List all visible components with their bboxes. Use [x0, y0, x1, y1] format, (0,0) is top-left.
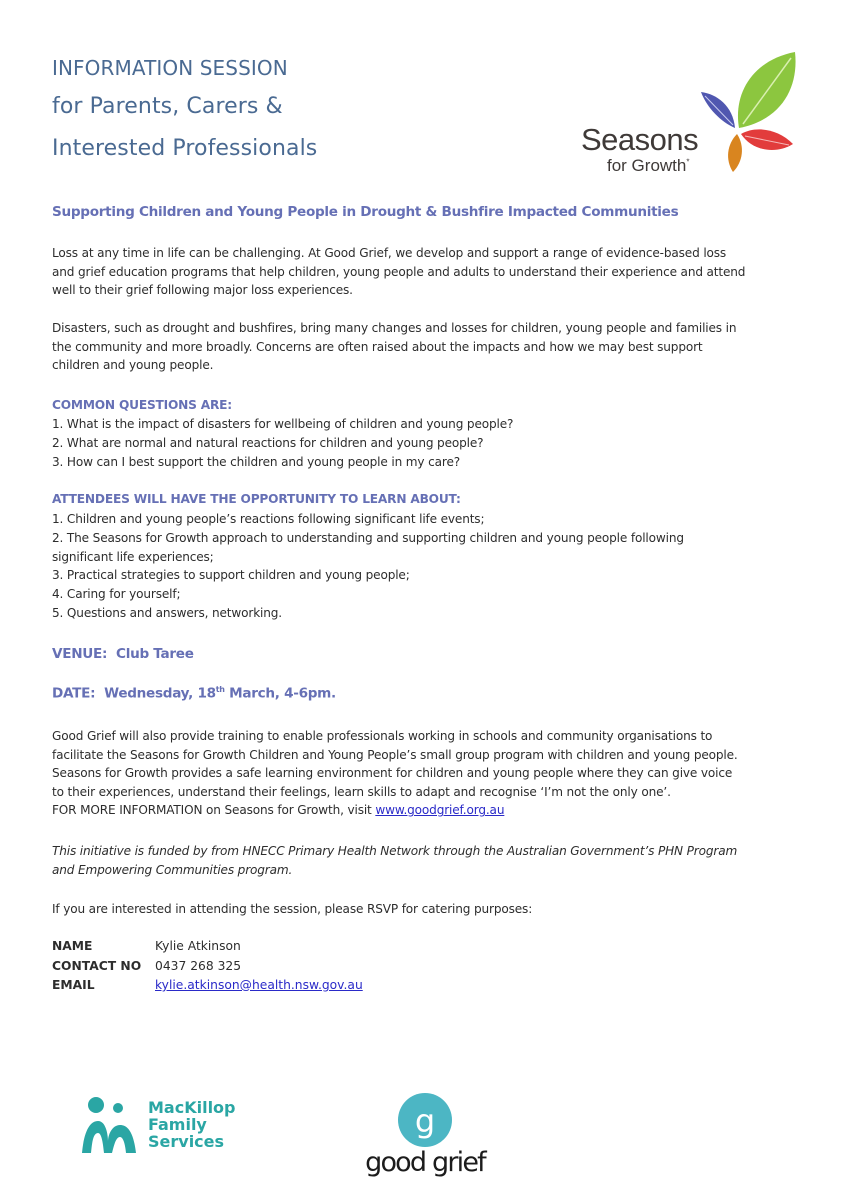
email-label: EMAIL — [52, 978, 95, 992]
title-line-2: for Parents, Carers & — [52, 94, 283, 119]
contact-phone-row — [52, 957, 363, 977]
logo-word: Seasons — [581, 122, 699, 157]
mackillop-logo — [78, 1095, 258, 1155]
mackillop-line1: MacKillop — [148, 1098, 236, 1117]
more-info-line — [52, 801, 802, 820]
mackillop-text — [148, 1099, 236, 1150]
title-line-3: Interested Professionals — [52, 136, 318, 161]
subtitle: Supporting Children and Young People in Drought & Bushfire Impacted Communities — [52, 204, 679, 220]
more-info-prefix: FOR MORE INFORMATION on Seasons for Growth, visit — [52, 803, 376, 818]
learn-item: 2. The Seasons for Growth approach to understanding and supporting children and young people following — [52, 530, 684, 545]
leaves-icon — [693, 48, 805, 178]
seasons-for-growth-logo — [575, 48, 805, 188]
contact-details — [52, 937, 363, 996]
intro-paragraph — [52, 244, 802, 300]
question-item: 3. How can I best support the children and young people in my care? — [52, 454, 460, 469]
mackillop-line3: Services — [148, 1132, 225, 1151]
learn-item: 3. Practical strategies to support children and young people; — [52, 568, 410, 583]
intro-line: well to their grief following major loss experiences. — [52, 283, 353, 298]
mackillop-line2: Family — [148, 1115, 207, 1134]
disasters-paragraph — [52, 319, 802, 375]
training-line: Good Grief will also provide training to enable professionals working in schools and community organisations to — [52, 729, 713, 743]
training-paragraph — [52, 727, 802, 820]
logo-mark: * — [686, 157, 690, 167]
goodgrief-website-link[interactable]: www.goodgrief.org.au — [375, 803, 505, 818]
training-line: Seasons for Growth provides a safe learning environment for children and young people where they can give voice — [52, 766, 733, 781]
training-line: to their experiences, understand their feelings, learn skills to adapt and recognise ‘I’m not the only one’. — [52, 784, 671, 799]
intro-line: Loss at any time in life can be challenging. At Good Grief, we develop and support a range of evidence-based loss — [52, 246, 727, 260]
mackillop-figures-icon — [78, 1095, 142, 1155]
funding-paragraph — [52, 842, 802, 879]
good-grief-word: good grief — [365, 1147, 485, 1178]
rsvp-text: If you are interested in attending the session, please RSVP for catering purposes: — [52, 902, 533, 916]
venue-label: VENUE: — [52, 646, 108, 662]
training-line: facilitate the Seasons for Growth Children and Young People’s small group program with children and young people. — [52, 747, 738, 762]
date-label: DATE: — [52, 685, 96, 702]
phone-value: 0437 268 325 — [155, 958, 242, 973]
contact-name-row — [52, 937, 363, 957]
learn-about-heading: ATTENDEES WILL HAVE THE OPPORTUNITY TO LEARN ABOUT: — [52, 492, 461, 506]
good-grief-glyph: g — [414, 1102, 436, 1140]
learn-item: significant life experiences; — [52, 549, 214, 564]
learn-item: 5. Questions and answers, networking. — [52, 605, 282, 620]
logo-subtext — [607, 156, 689, 176]
intro-line: and grief education programs that help children, young people and adults to understand their experience and attend — [52, 264, 746, 279]
disasters-line: Disasters, such as drought and bushfires, bring many changes and losses for children, young people and families in — [52, 321, 737, 335]
disasters-line: children and young people. — [52, 358, 214, 373]
orange-leaf — [728, 134, 742, 172]
good-grief-logo — [355, 1092, 495, 1187]
question-item: 1. What is the impact of disasters for wellbeing of children and young people? — [52, 417, 514, 431]
title-line-1: INFORMATION SESSION — [52, 56, 288, 80]
venue — [52, 646, 194, 662]
name-value: Kylie Atkinson — [155, 939, 241, 953]
question-item: 2. What are normal and natural reactions for children and young people? — [52, 435, 484, 450]
learn-item: 1. Children and young people’s reactions following significant life events; — [52, 512, 485, 526]
name-label: NAME — [52, 939, 93, 953]
common-questions-list — [52, 415, 802, 471]
learn-item: 4. Caring for yourself; — [52, 587, 181, 602]
red-leaf — [741, 129, 793, 150]
date-weekday: Wednesday, 18 — [104, 685, 216, 702]
date-rest: March, 4-6pm. — [224, 685, 336, 702]
good-grief-circle-icon — [355, 1092, 495, 1152]
date — [52, 685, 336, 702]
venue-value: Club Taree — [116, 646, 194, 662]
common-questions-heading: COMMON QUESTIONS ARE: — [52, 398, 232, 412]
date-suffix: th — [215, 685, 225, 694]
email-link[interactable]: kylie.atkinson@health.nsw.gov.au — [155, 978, 363, 992]
funding-line: This initiative is funded by from HNECC Primary Health Network through the Australian Government’s PHN Program — [52, 844, 738, 858]
funding-line: and Empowering Communities program. — [52, 862, 293, 877]
learn-about-list — [52, 510, 802, 623]
phone-label: CONTACT NO — [52, 958, 142, 973]
disasters-line: the community and more broadly. Concerns are often raised about the impacts and how we may best support — [52, 339, 703, 354]
contact-email-row — [52, 976, 363, 996]
logo-subtext-main: for Growth — [607, 156, 687, 175]
